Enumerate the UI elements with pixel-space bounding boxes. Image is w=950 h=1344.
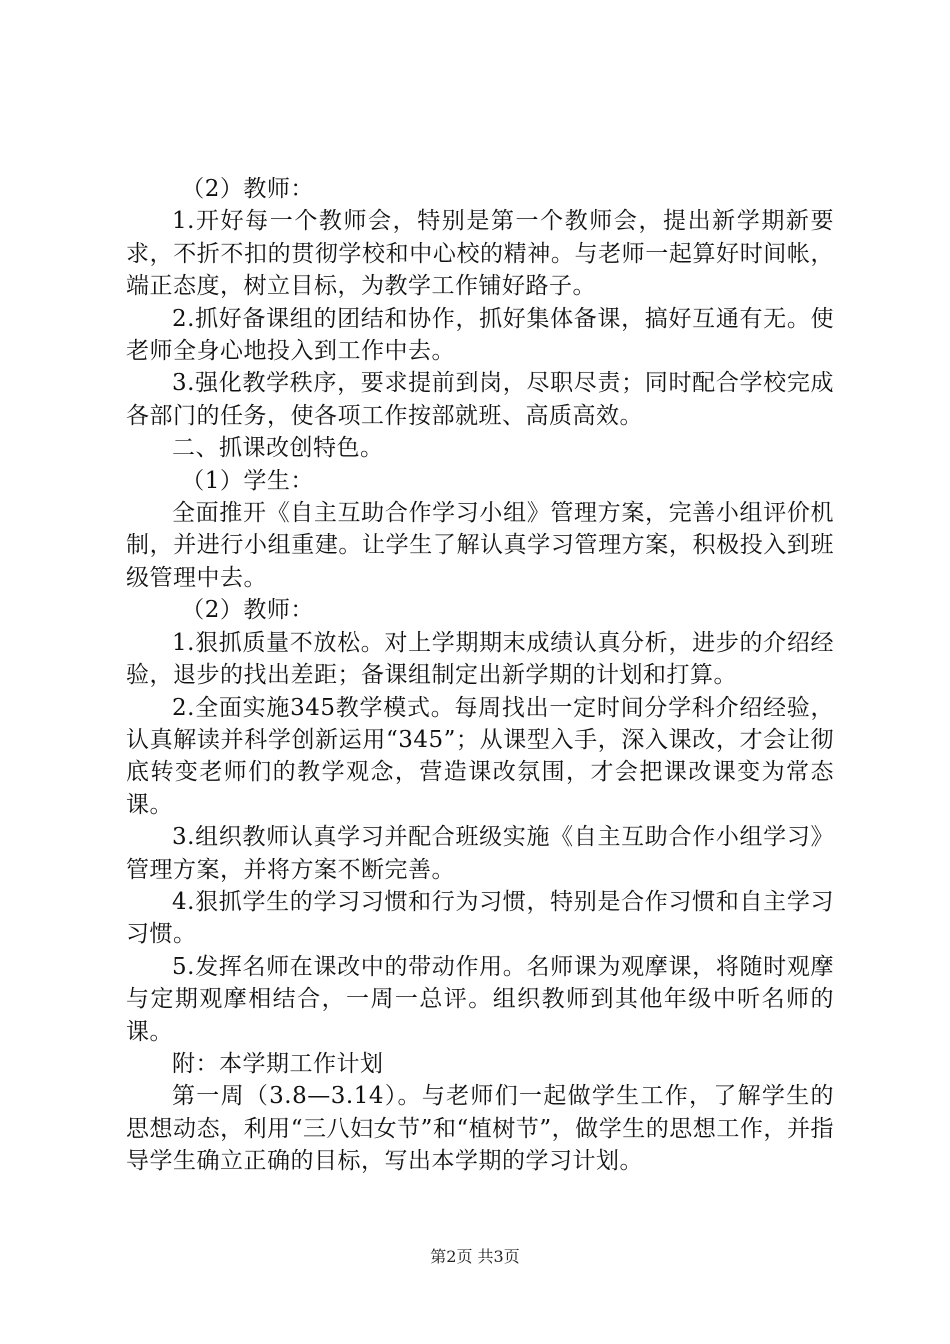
paragraph-item-2: 2.抓好备课组的团结和协作，抓好集体备课，搞好互通有无。使老师全身心地投入到工作中去。 <box>126 305 834 365</box>
appendix-heading: 附：本学期工作计划 <box>172 1050 384 1077</box>
section-heading-teachers: （2）教师： <box>181 176 314 202</box>
document-body <box>126 173 834 1178</box>
paragraph-item-1: 1.开好每一个教师会，特别是第一个教师会，提出新学期新要求，不折不扣的贯彻学校和中心校的精神。与老师一起算好时间帐，端正态度，树立目标，为教学工作铺好路子。 <box>126 208 834 300</box>
paragraph-item-3: 3.强化教学秩序，要求提前到岗，尽职尽责；同时配合学校完成各部门的任务，使各项工作按部就班、高质高效。 <box>126 370 834 429</box>
section-heading-students: （1）学生： <box>181 467 314 494</box>
paragraph-week-one: 第一周（3.8—3.14）。与老师们一起做学生工作，了解学生的思想动态，利用“三八妇女节”和“植树节”，做学生的思想工作，并指导学生确立正确的目标，写出本学期的学习计划。 <box>126 1083 834 1175</box>
paragraph-item-345-model: 2.全面实施345教学模式。每周找出一定时间分学科介绍经验，认真解读并科学创新运用“345”；从课型入手，深入课改，才会让彻底转变老师们的教学观念，营造课改氛围，才会把课改课变为常态课。 <box>126 694 834 818</box>
paragraph-item-study-plan: 3.组织教师认真学习并配合班级实施《自主互助合作小组学习》管理方案，并将方案不断完善。 <box>126 824 834 883</box>
paragraph-item-quality: 1.狠抓质量不放松。对上学期期末成绩认真分析，进步的介绍经验，退步的找出差距；备课组制定出新学期的计划和打算。 <box>126 629 834 689</box>
section-heading-teachers-2: （2）教师： <box>181 597 314 624</box>
page-number-footer: 第2页 共3页 <box>430 1247 520 1266</box>
section-heading-curriculum-reform: 二、抓课改创特色。 <box>172 435 384 462</box>
paragraph-students: 全面推开《自主互助合作学习小组》管理方案，完善小组评价机制，并进行小组重建。让学生了解认真学习管理方案，积极投入到班级管理中去。 <box>126 500 834 591</box>
paragraph-item-habits: 4.狠抓学生的学习习惯和行为习惯，特别是合作习惯和自主学习习惯。 <box>126 888 834 948</box>
paragraph-item-famous-teachers: 5.发挥名师在课改中的带动作用。名师课为观摩课，将随时观摩与定期观摩相结合，一周一总评。组织教师到其他年级中听名师的课。 <box>126 953 834 1045</box>
